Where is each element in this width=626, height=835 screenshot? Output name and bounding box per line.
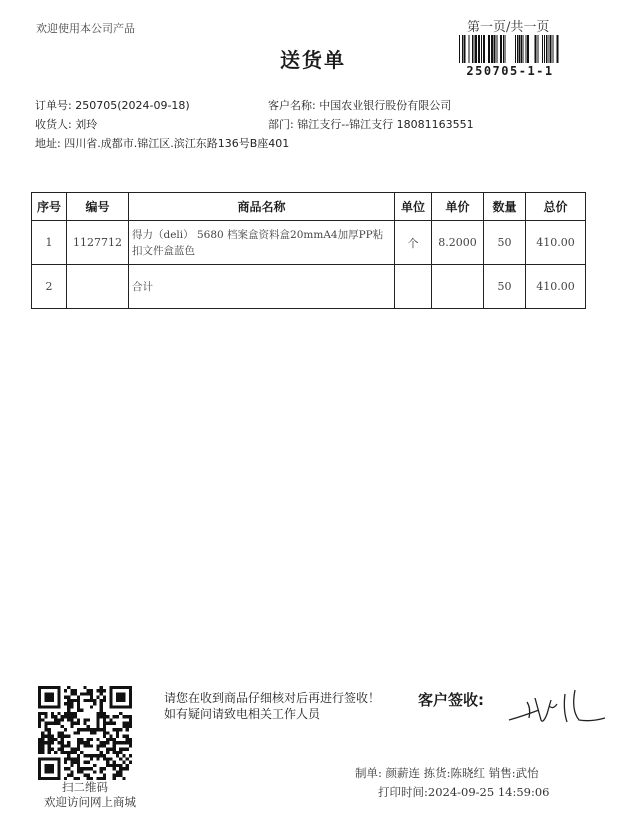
signature-mark — [505, 680, 615, 730]
customer-field — [268, 97, 451, 113]
welcome-text: 欢迎使用本公司产品 — [36, 22, 135, 35]
cell-unit — [395, 265, 432, 309]
cell-product-name: 得力（deli） 5680 档案盒资料盒20mmA4加厚PP粘扣文件盒蓝色 — [129, 221, 395, 265]
staff-info: 制单: 颜薪连 拣货:陈晓红 销售:武怡 — [355, 766, 539, 780]
customer-value: 中国农业银行股份有限公司 — [319, 99, 452, 112]
address-label: 地址: — [35, 137, 61, 150]
table-header-row — [32, 193, 586, 221]
order-number-field — [35, 97, 190, 113]
header-total: 总价 — [526, 193, 586, 221]
header-code: 编号 — [67, 193, 129, 221]
address-value: 四川省.成都市.锦江区.滨江东路136号B座401 — [64, 137, 290, 150]
qr-caption: 扫二维码 — [62, 780, 108, 794]
department-field — [268, 116, 474, 132]
cell-unit-price — [432, 265, 484, 309]
cell-unit-price: 8.2000 — [432, 221, 484, 265]
cell-seq: 1 — [32, 221, 67, 265]
order-number-value: 250705(2024-09-18) — [75, 99, 190, 112]
customer-label: 客户名称: — [268, 99, 316, 112]
items-table — [31, 192, 586, 309]
cell-total: 410.00 — [526, 265, 586, 309]
table-row — [32, 221, 586, 265]
cell-quantity: 50 — [484, 265, 526, 309]
header-quantity: 数量 — [484, 193, 526, 221]
cell-seq: 2 — [32, 265, 67, 309]
qr-caption-mall: 欢迎访问网上商城 — [44, 795, 136, 809]
department-value: 锦江支行--锦江支行 18081163551 — [297, 118, 474, 131]
address-field — [35, 135, 289, 151]
qr-code-icon — [38, 686, 132, 780]
department-label: 部门: — [268, 118, 294, 131]
page-info: 第一页/共一页 — [467, 20, 550, 35]
inspection-notice: 请您在收到商品仔细核对后再进行签收！如有疑问请致电相关工作人员 — [164, 691, 381, 721]
receiver-field — [35, 116, 97, 132]
print-time: 打印时间:2024-09-25 14:59:06 — [378, 785, 550, 799]
header-unit: 单位 — [395, 193, 432, 221]
page-title: 送货单 — [280, 48, 346, 72]
receiver-label: 收货人: — [35, 118, 72, 131]
cell-code — [67, 265, 129, 309]
barcode-icon — [456, 35, 564, 63]
cell-quantity: 50 — [484, 221, 526, 265]
header-unit-price: 单价 — [432, 193, 484, 221]
cell-unit: 个 — [395, 221, 432, 265]
customer-sign-label: 客户签收: — [418, 691, 484, 709]
cell-product-name: 合计 — [129, 265, 395, 309]
cell-code: 1127712 — [67, 221, 129, 265]
header-seq: 序号 — [32, 193, 67, 221]
receiver-value: 刘玲 — [75, 118, 98, 131]
order-number-label: 订单号: — [35, 99, 72, 112]
header-product-name: 商品名称 — [129, 193, 395, 221]
table-row — [32, 265, 586, 309]
cell-total: 410.00 — [526, 221, 586, 265]
barcode-number: 250705-1-1 — [466, 64, 554, 78]
